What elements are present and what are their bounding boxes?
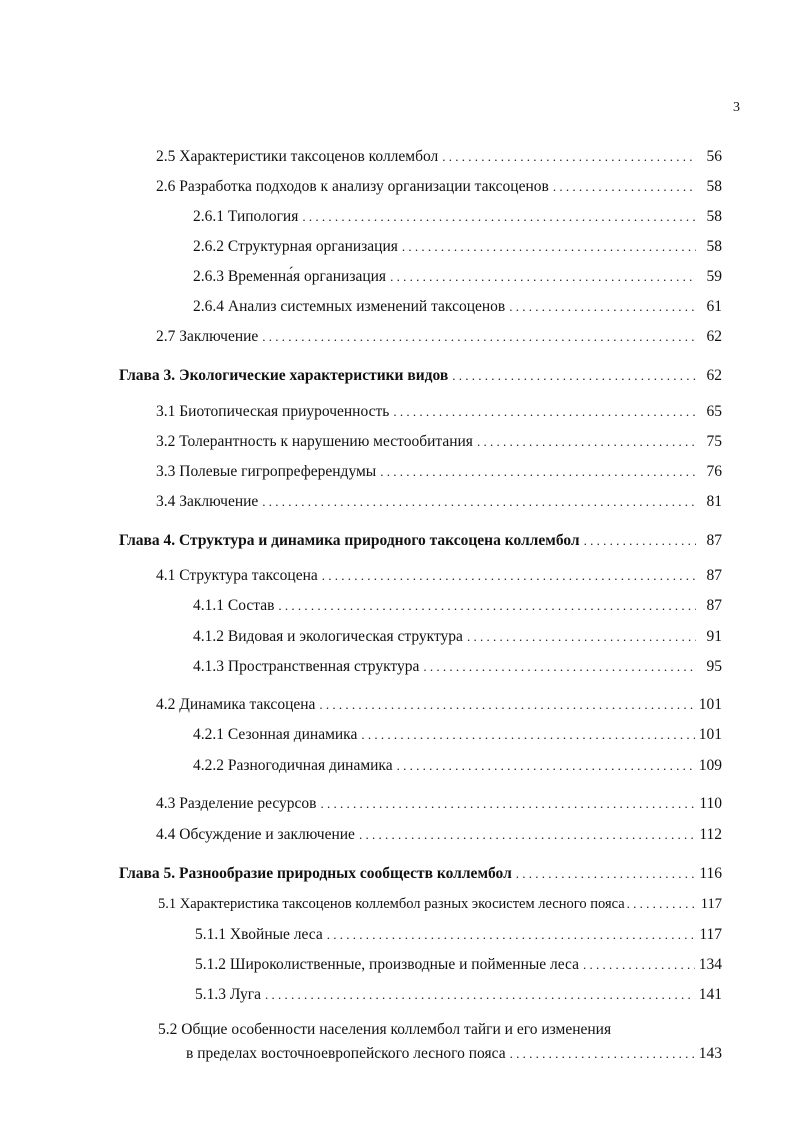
toc-entry[interactable]: [193, 237, 722, 257]
toc-leader-dots: [467, 627, 696, 647]
toc-leader-dots: [262, 492, 696, 512]
toc-leader-dots: [278, 596, 696, 616]
toc-entry[interactable]: [156, 327, 722, 347]
toc-entry-page: 101: [698, 726, 722, 743]
toc-entry-label: 4.1.3 Пространственная структура: [193, 658, 420, 675]
toc-entry-label: 4.2.1 Сезонная динамика: [193, 726, 358, 743]
toc-leader-dots: [390, 267, 696, 287]
toc-entry-label: 4.2 Динамика таксоцена: [156, 696, 316, 713]
toc-leader-dots: [393, 402, 696, 422]
toc-entry-label: Глава 3. Экологические характеристики видов: [119, 367, 449, 384]
toc-entry-page: 58: [706, 208, 722, 225]
toc-entry[interactable]: [195, 955, 722, 975]
toc-entry[interactable]: [186, 1044, 722, 1064]
toc-entry[interactable]: [156, 566, 722, 586]
toc-entry[interactable]: [156, 794, 722, 814]
toc-entry[interactable]: [156, 695, 722, 715]
toc-leader-dots: [442, 147, 696, 167]
toc-entry[interactable]: [193, 297, 722, 317]
toc-leader-dots: [423, 657, 696, 677]
toc-entry-page: 65: [706, 403, 722, 420]
toc-leader-dots: [361, 725, 694, 745]
toc-entry-page: 87: [706, 597, 722, 614]
toc-entry-page: 116: [699, 865, 722, 882]
toc-leader-dots: [359, 825, 695, 845]
toc-entry[interactable]: [195, 925, 722, 945]
toc-chapter-entry[interactable]: [119, 531, 722, 551]
toc-leader-dots: [265, 985, 695, 1005]
toc-entry-page: 143: [698, 1045, 722, 1062]
toc-entry-label: 5.1 Характеристика таксоценов коллембол разных экосистем лесного пояса: [158, 896, 625, 912]
toc-entry[interactable]: [156, 432, 722, 452]
toc-entry[interactable]: [156, 462, 722, 482]
toc-entry-label: 4.4 Обсуждение и заключение: [156, 826, 355, 843]
toc-entry[interactable]: [156, 402, 722, 422]
toc-leader-dots: [322, 566, 696, 586]
toc-entry[interactable]: [158, 894, 722, 914]
toc-leader-dots: [320, 794, 695, 814]
toc-leader-dots: [319, 695, 694, 715]
toc-entry-label: Глава 4. Структура и динамика природного таксоцена коллембол: [119, 532, 580, 549]
toc-entry[interactable]: [193, 267, 722, 287]
toc-entry-page: 112: [699, 826, 722, 843]
toc-leader-dots: [583, 955, 695, 975]
toc-entry-page: 110: [699, 795, 722, 812]
toc-entry-page: 95: [706, 658, 722, 675]
toc-entry-page: 134: [698, 956, 722, 973]
toc-entry-label: в пределах восточноевропейского лесного пояса: [186, 1045, 506, 1062]
toc-entry-page: 62: [706, 367, 722, 384]
toc-entry-page: 75: [706, 433, 722, 450]
toc-leader-dots: [477, 432, 696, 452]
toc-entry-label: 4.2.2 Разногодичная динамика: [193, 757, 393, 774]
toc-entry-label: 3.3 Полевые гигропреферендумы: [156, 463, 377, 480]
toc-entry-page: 101: [698, 696, 722, 713]
toc-leader-dots: [516, 864, 696, 884]
toc-entry[interactable]: [193, 725, 722, 745]
toc-entry-label: 4.1 Структура таксоцена: [156, 567, 318, 584]
toc-leader-dots: [509, 297, 696, 317]
toc-leader-dots: [327, 925, 696, 945]
toc-chapter-entry[interactable]: [119, 366, 722, 386]
toc-leader-dots: [402, 237, 696, 257]
toc-entry-page: 58: [706, 178, 722, 195]
toc-entry[interactable]: [193, 596, 722, 616]
toc-entry[interactable]: [193, 756, 722, 776]
toc-entry-label: 2.6.3 Временна́я организация: [193, 268, 387, 285]
toc-entry-page: 141: [698, 986, 722, 1003]
toc-entry-52-first-line[interactable]: 5.2 Общие особенности населения коллембол тайги и его изменения: [158, 1021, 612, 1038]
toc-entry-page: 91: [706, 628, 722, 645]
toc-entry-page: 56: [706, 148, 722, 165]
toc-entry[interactable]: [156, 492, 722, 512]
toc-entry[interactable]: [156, 147, 722, 167]
toc-entry-page: 117: [699, 926, 722, 943]
toc-leader-dots: [510, 1044, 695, 1064]
toc-entry-page: 87: [706, 567, 722, 584]
toc-entry-page: 87: [706, 532, 722, 549]
toc-leader-dots: [380, 462, 696, 482]
toc-entry-label: 3.1 Биотопическая приуроченность: [156, 403, 390, 420]
toc-entry-label: 5.1.1 Хвойные леса: [195, 926, 323, 943]
toc-leader-dots: [584, 531, 696, 551]
toc-entry-page: 62: [706, 328, 722, 345]
toc-entry-label: 5.1.3 Луга: [195, 986, 261, 1003]
toc-entry[interactable]: [156, 825, 722, 845]
toc-entry-page: 81: [706, 493, 722, 510]
toc-entry-page: 61: [706, 298, 722, 315]
toc-entry-page: 109: [698, 757, 722, 774]
toc-entry-label: 2.7 Заключение: [156, 328, 259, 345]
toc-entry-label: 4.1.2 Видовая и экологическая структура: [193, 628, 463, 645]
toc-entry-page: 58: [706, 238, 722, 255]
toc-entry[interactable]: [195, 985, 722, 1005]
page-number: 3: [733, 100, 740, 115]
toc-leader-dots: [452, 366, 696, 386]
toc-entry[interactable]: [193, 657, 722, 677]
toc-entry-page: 76: [706, 463, 722, 480]
toc-entry-label: 2.6.4 Анализ системных изменений таксоценов: [193, 298, 506, 315]
toc-entry-label: Глава 5. Разнообразие природных сообществ коллембол: [119, 865, 512, 882]
toc-entry-label: 2.6 Разработка подходов к анализу организации таксоценов: [156, 178, 549, 195]
toc-entry-page: 117: [700, 896, 722, 912]
toc-entry[interactable]: [156, 177, 722, 197]
toc-leader-dots: [397, 756, 695, 776]
toc-entry-label: 2.6.2 Структурная организация: [193, 238, 398, 255]
toc-entry-label: 4.1.1 Состав: [193, 597, 275, 614]
toc-chapter-entry[interactable]: [119, 864, 722, 884]
toc-entry-label: 5.1.2 Широколиственные, производные и пойменные леса: [195, 956, 580, 973]
toc-leader-dots: [302, 207, 696, 227]
toc-entry-label: 2.5 Характеристики таксоценов коллембол: [156, 148, 439, 165]
toc-leader-dots: [262, 327, 696, 347]
toc-entry-page: 59: [706, 268, 722, 285]
toc-leader-dots: [627, 894, 698, 914]
toc-leader-dots: [553, 177, 696, 197]
toc-entry-label: 4.3 Разделение ресурсов: [156, 795, 317, 812]
toc-entry-label: 3.2 Толерантность к нарушению местообитания: [156, 433, 473, 450]
toc-entry-label: 3.4 Заключение: [156, 493, 259, 510]
toc-entry[interactable]: [193, 207, 722, 227]
toc-entry[interactable]: [193, 627, 722, 647]
toc-entry-label: 2.6.1 Типология: [193, 208, 299, 225]
